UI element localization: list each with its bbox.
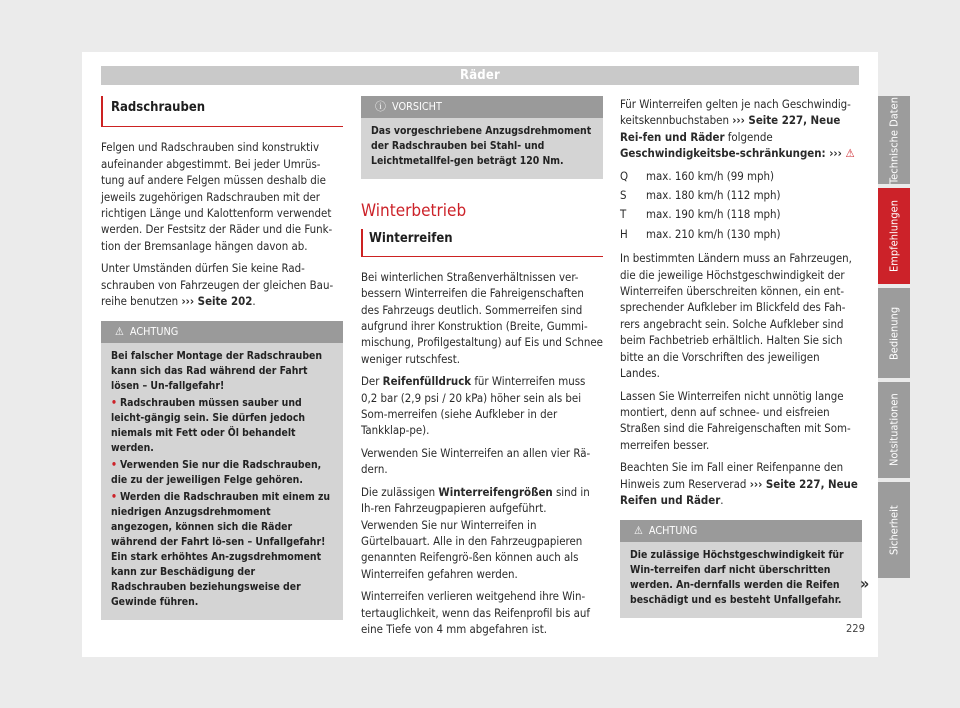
bullet-icon: •	[111, 491, 117, 504]
warning-intro: Bei falscher Montage der Radschrauben kann sich das Rad während der Fahrt lösen – Un-fallgefahr!	[111, 350, 323, 393]
paragraph: Lassen Sie Winterreifen nicht unnötig lange montiert, denn auf schnee- und eisfreien Straßen sind die Fahreigenschaften mit Som-merreifen besser.	[620, 388, 851, 452]
caution-box-body: Das vorgeschriebene Anzugsdrehmoment der Radschrauben bei Stahl- und Leichtmetallfel-gen beträgt 120 Nm.	[371, 125, 592, 167]
speed-table	[620, 168, 862, 243]
warning-box-body	[101, 343, 343, 620]
warning-box-header: ⚠ ACHTUNG	[101, 321, 343, 343]
tab-empfehlungen[interactable]: Empfehlungen	[878, 188, 910, 284]
warning-box-body: Die zulässige Höchstgeschwindigkeit für Win-terreifen darf nicht überschritten werden. An-dernfalls werden die Reifen beschädigt und es besteht Unfallgefahr.	[630, 549, 844, 607]
warning-box-header: ⚠ ACHTUNG	[620, 520, 862, 542]
bullet-icon: •	[111, 397, 117, 410]
warning-bullet: • Radschrauben müssen sauber und leicht-gängig sein. Sie dürfen jedoch niemals mit Fett oder Öl behandelt werden.	[111, 397, 306, 455]
column-3	[620, 96, 862, 618]
speed-row: T max. 190 km/h (118 mph)	[620, 207, 781, 222]
section-title-winterreifen: Winterreifen	[361, 229, 603, 256]
column-2	[361, 96, 603, 643]
page-reference-link[interactable]: ››› Seite 227, Neue Rei-fen und Räder	[620, 113, 841, 144]
warning-bullet: • Werden die Radschrauben mit einem zu niedrigen Anzugsdrehmoment angezogen, können sich die Räder während der Fahrt lö-sen – Unfallgefahr! Ein stark erhöhtes An-zugsdrehmoment kann zur Beschädigung der Radschrauben beziehungsweise der Gewinde führen.	[111, 491, 331, 609]
tab-sicherheit[interactable]: Sicherheit	[878, 482, 910, 578]
paragraph: Unter Umständen dürfen Sie keine Rad-schrauben von Fahrzeugen der gleichen Bau-reihe benutzen ››› Seite 202.	[101, 261, 334, 309]
info-circle-icon: ⓘ	[375, 100, 386, 113]
paragraph: Bei winterlichen Straßenverhältnissen ver-bessern Winterreifen die Fahreigenschaften des Fahrzeugs deutlich. Sommerreifen sind aufgrund ihrer Konstruktion (Breite, Gummi-mischung, Profilgestaltung) auf Eis und Schnee weniger rutschfest.	[361, 269, 603, 366]
section-title-radschrauben: Radschrauben	[101, 96, 343, 127]
paragraph: Für Winterreifen gelten je nach Geschwindig-keitskennbuchstaben ››› Seite 227, Neue Rei-fen und Räder folgende Geschwindigkeitsbe-schränkungen: ››› ⚠	[620, 97, 855, 161]
paragraph: Beachten Sie im Fall einer Reifenpanne den Hinweis zum Reserverad ››› Seite 227, Neue Reifen und Räder.	[620, 460, 858, 507]
bullet-icon: •	[111, 459, 117, 472]
warning-triangle-icon: ⚠	[115, 325, 124, 339]
page-number: 229	[846, 622, 865, 635]
speed-row: H max. 210 km/h (130 mph)	[620, 226, 781, 241]
column-1	[101, 96, 343, 620]
paragraph: Der Reifenfülldruck für Winterreifen muss 0,2 bar (2,9 psi / 20 kPa) höher sein als bei Som-merreifen (siehe Aufkleber in der Tankklap-pe).	[361, 374, 586, 438]
caution-box-header: ⓘ VORSICHT	[361, 96, 603, 118]
chapter-heading: Winterbetrieb	[361, 201, 467, 221]
caution-box	[361, 96, 603, 179]
warning-box	[101, 321, 343, 620]
warning-triangle-icon: ⚠	[845, 146, 855, 161]
paragraph: In bestimmten Ländern muss an Fahrzeugen, die die jeweilige Höchstgeschwindigkeit der Winterreifen überschreiten können, ein ent-sprechender Aufkleber im Blickfeld des Fah-rers angebracht sein. Solche Aufkleber sind beim Fachbetrieb erhältlich. Halten Sie sich bitte an die Vorschriften des jeweiligen Landes.	[620, 251, 852, 381]
page-reference-link[interactable]: ››› Seite 227, Neue Reifen und Räder	[620, 476, 858, 507]
chapter-tabs	[878, 96, 910, 582]
speed-row: S max. 180 km/h (112 mph)	[620, 188, 781, 203]
paragraph: Felgen und Radschrauben sind konstruktiv aufeinander abgestimmt. Bei jeder Umrüs-tung auf andere Felgen müssen deshalb die jeweils zugehörigen Radschrauben mit der richtigen Länge und Kalottenform verwendet werden. Der Festsitz der Räder und die Funk-tion der Bremsanlage hängen davon ab.	[101, 140, 333, 253]
paragraph: Verwenden Sie Winterreifen an allen vier Rä-dern.	[361, 445, 591, 477]
tab-technische-daten[interactable]: Technische Daten	[878, 96, 910, 184]
tab-bedienung[interactable]: Bedienung	[878, 288, 910, 378]
continue-chevron-icon: »	[860, 574, 870, 593]
paragraph: Die zulässigen Winterreifengrößen sind in Ih-ren Fahrzeugpapieren aufgeführt. Verwenden Sie nur Winterreifen in Gürtelbauart. Alle in den Fahrzeugpapieren genannten Reifengrö-ßen können auch als Winterreifen gefahren werden.	[361, 484, 590, 581]
paragraph: Winterreifen verlieren weitgehend ihre Win-tertauglichkeit, wenn das Reifenprofil bis auf eine Tiefe von 4 mm abgefahren ist.	[361, 589, 590, 636]
page-header: Räder	[101, 66, 859, 85]
speed-row: Q max. 160 km/h (99 mph)	[620, 168, 775, 183]
warning-bullet: • Verwenden Sie nur die Radschrauben, die zu der jeweiligen Felge gehören.	[111, 459, 322, 487]
page-reference-link[interactable]: ››› Seite 202	[181, 294, 253, 309]
tab-notsituationen[interactable]: Notsituationen	[878, 382, 910, 478]
warning-box	[620, 520, 862, 618]
warning-triangle-icon: ⚠	[634, 524, 643, 538]
